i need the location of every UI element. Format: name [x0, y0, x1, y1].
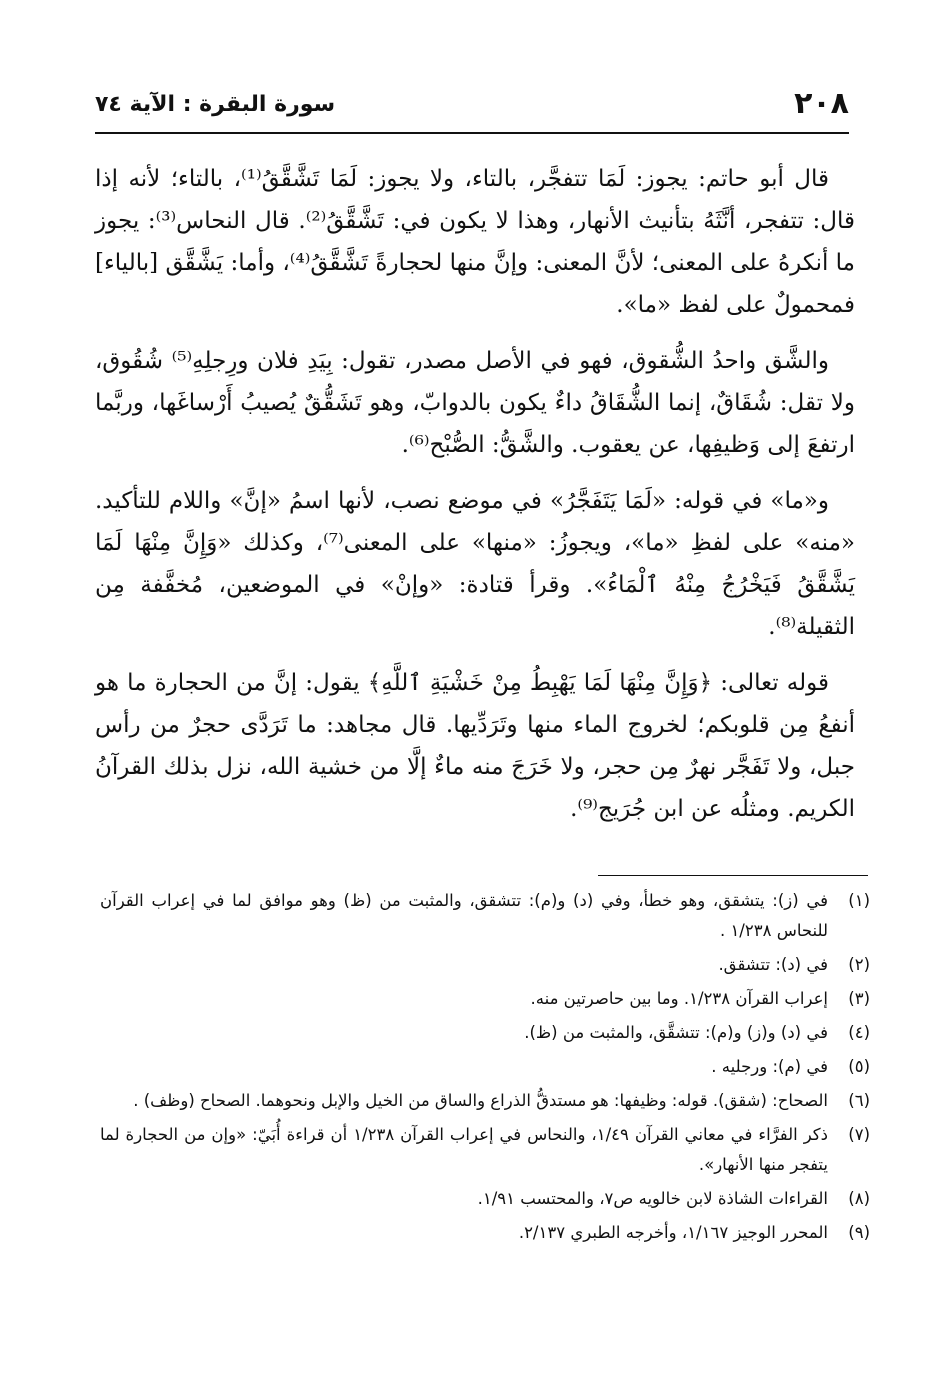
footnote-item — [100, 886, 870, 946]
footnote-text: القراءات الشاذة لابن خالويه ص٧، والمحتسب ١/٩١. — [477, 1189, 828, 1208]
footnote-text: المحرر الوجيز ١/١٦٧، وأخرجه الطبري ٢/١٣٧. — [518, 1223, 828, 1242]
footnote-text: ذكر الفرَّاء في معاني القرآن ١/٤٩، والنحاس في إعراب القرآن ١/٢٣٨ أن قراءة أُبَيّ: «وإن من الحجارة لما يتفجر منها الأنهار». — [100, 1125, 828, 1174]
footnote-number: (٦) — [848, 1091, 870, 1110]
footnote-item — [100, 1120, 870, 1180]
footnote-item — [100, 950, 870, 980]
footnotes — [100, 886, 870, 1252]
header-divider — [95, 132, 849, 134]
footnote-text: في (ز): يتشقق، وهو خطأ، وفي (د) و(م): تتشقق، والمثبت من (ظ) وهو موافق لما في إعراب القرآن للنحاس ١/٢٣٨ . — [100, 891, 828, 940]
footnote-number: (٨) — [848, 1189, 870, 1208]
footnote-number: (٥) — [848, 1057, 870, 1076]
footnote-item — [100, 1086, 870, 1116]
paragraph: و«ما» في قوله: «لَمَا يَتَفَجَّرُ» في موضع نصب، لأنها اسمُ «إنَّ» واللام للتأكيد. «منه» على لفظِ «ما»، ويجوزُ: «منها» على المعنى⁽⁷⁾، وكذلك «وَإِنَّ مِنْهَا لَمَا يَشَّقَّقُ فَيَخْرُجُ مِنْهُ ٱلْمَاءُ». وقرأ قتادة: «وإنْ» في الموضعين، مُخفَّفة مِن الثقيلة⁽⁸⁾. — [95, 488, 855, 640]
footnote-text: في (م): ورجليه . — [711, 1057, 828, 1076]
footnote-item — [100, 1052, 870, 1082]
footnote-item — [100, 1018, 870, 1048]
footnote-text: إعراب القرآن ١/٢٣٨. وما بين حاصرتين منه. — [530, 989, 828, 1008]
footnote-divider — [598, 875, 868, 876]
page-number: ٢٠٨ — [794, 86, 849, 121]
main-text — [95, 158, 855, 844]
footnote-number: (٣) — [848, 989, 870, 1008]
paragraph: قال أبو حاتم: يجوز: لَمَا تتفجَّر، بالتاء، ولا يجوز: لَمَا تَشَّقَّقُ⁽¹⁾، بالتاء؛ لأنه إذا قال: تتفجر، أنَّثَهُ بتأنيث الأنهار، وهذا لا يكون في: تَشَّقَّقُ⁽²⁾. قال النحاس⁽³⁾: يجوز ما أنكرهُ على المعنى؛ لأنَّ المعنى: وإنَّ منها لحجارةً تَشَّقَّقُ⁽⁴⁾، وأما: يَشَّقَّق [بالياء] فمحمولٌ على لفظ «ما». — [95, 166, 855, 318]
footnote-text: في (د): تتشقق. — [718, 955, 828, 974]
footnote-text: الصحاح: (شقق). قوله: وظيفها: هو مستدقُّ الذراع والساق من الخيل والإبل ونحوهما. الصحاح (وظف) . — [133, 1091, 828, 1110]
footnote-number: (٩) — [848, 1223, 870, 1242]
page-header — [95, 86, 849, 126]
footnote-item — [100, 1218, 870, 1248]
footnote-number: (٢) — [848, 955, 870, 974]
running-title: سورة البقرة : الآية ٧٤ — [95, 92, 336, 117]
footnote-item — [100, 984, 870, 1014]
footnote-number: (٧) — [848, 1125, 870, 1144]
paragraph: والشَّق واحدُ الشُّقوق، فهو في الأصل مصدر، تقول: بِيَدِ فلان ورِجلِهِ⁽⁵⁾ شُقُوق، ولا تقل: شُقَاقٌ، إنما الشُّقَاقُ داءٌ يكون بالدوابّ، وهو تَشَقُّقٌ يُصيبُ أَرْساغَها، وربَّما ارتفعَ إلى وَظيفِها، عن يعقوب. والشَّقُّ: الصُّبْح⁽⁶⁾. — [95, 348, 855, 458]
paragraph: قوله تعالى: ﴿وَإِنَّ مِنْهَا لَمَا يَهْبِطُ مِنْ خَشْيَةِ ٱللَّهِ﴾ يقول: إنَّ من الحجارة ما هو أنفعُ مِن قلوبكم؛ لخروج الماء منها وتَرَدِّيها. قال مجاهد: ما تَرَدَّى حجرٌ من رأس جبل، ولا تَفَجَّر نهرٌ مِن حجر، ولا خَرَجَ منه ماءٌ إلَّا من خشية الله، نزل بذلك القرآنُ الكريم. ومثلُه عن ابن جُرَيج⁽⁹⁾. — [95, 670, 855, 822]
footnote-text: في (د) و(ز) و(م): تتشقَّق، والمثبت من (ظ). — [524, 1023, 828, 1042]
footnote-number: (٤) — [848, 1023, 870, 1042]
footnote-number: (١) — [848, 891, 870, 910]
footnote-item — [100, 1184, 870, 1214]
